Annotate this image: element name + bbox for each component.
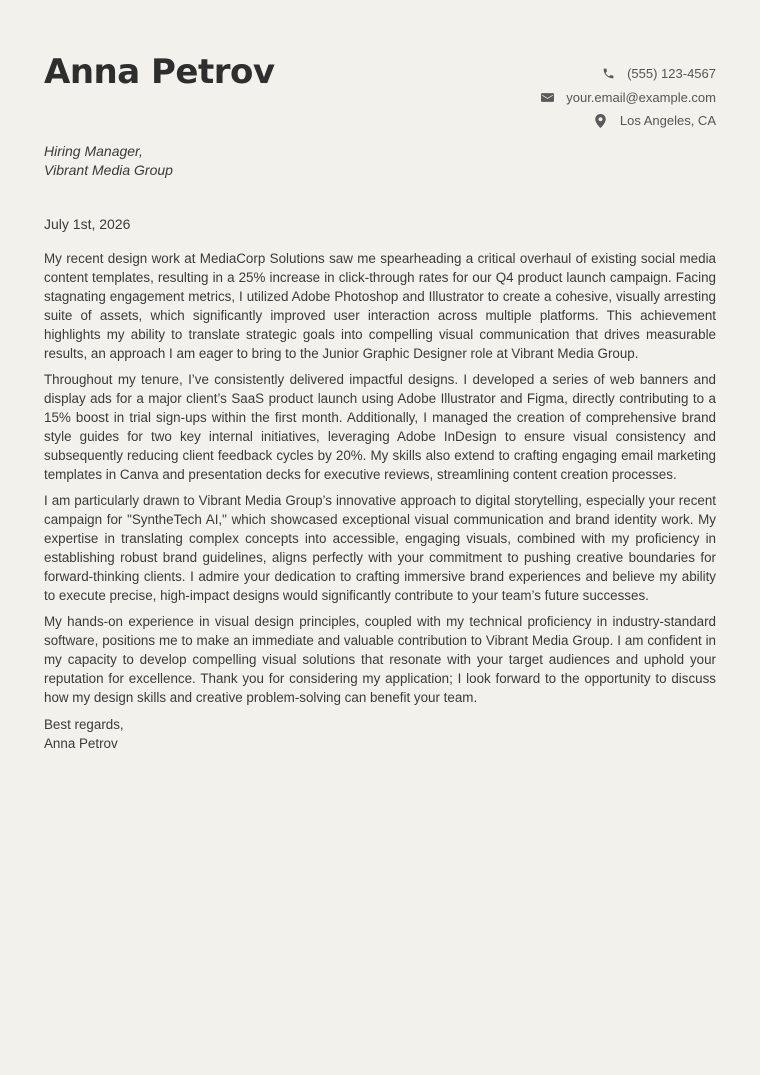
recipient-company: Vibrant Media Group: [44, 162, 173, 178]
envelope-icon: [540, 90, 554, 104]
letter-date: July 1st, 2026: [44, 216, 131, 232]
contact-location: [540, 109, 716, 133]
body-paragraph-1: My recent design work at MediaCorp Solutions saw me spearheading a critical overhaul of existing social media content templates, resulting in a 25% increase in click-through rates for our Q4 product launch campaign. Facing stagnating engagement metrics, I utilized Adobe Photoshop and Illustrator to create a cohesive, visually arresting suite of assets, which significantly improved user interaction across multiple platforms. This achievement highlights my ability to translate strategic goals into compelling visual communication that drives measurable results, an approach I am eager to bring to the Junior Graphic Designer role at Vibrant Media Group.: [44, 251, 716, 361]
map-pin-icon: [594, 114, 608, 128]
phone-text[interactable]: (555) 123-4567: [627, 66, 716, 82]
closing-salutation: Best regards,: [44, 717, 124, 732]
body-paragraph-2: Throughout my tenure, I’ve consistently delivered impactful designs. I developed a series of web banners and display ads for a major client’s SaaS product launch using Adobe Illustrator and Figma, directly contributing to a 15% boost in trial sign-ups within the first month. Additionally, I managed the creation of comprehensive brand style guides for two key internal initiatives, leveraging Adobe InDesign to ensure visual consistency and subsequently reducing client feedback cycles by 20%. My skills also extend to crafting engaging email marketing templates in Canva and presentation decks for executive reviews, streamlining content creation processes.: [44, 372, 716, 482]
recipient-title: Hiring Manager,: [44, 143, 143, 159]
contact-phone: [540, 62, 716, 86]
applicant-name: Anna Petrov: [44, 52, 275, 92]
letter-header: [44, 50, 716, 142]
letter-body: [44, 249, 716, 707]
recipient-block: [44, 142, 716, 180]
location-text: Los Angeles, CA: [619, 113, 716, 129]
phone-icon: [601, 67, 615, 81]
body-paragraph-4: My hands-on experience in visual design principles, coupled with my technical proficiency in industry-standard software, positions me to make an immediate and valuable contribution to Vibrant Media Group. I am confident in my capacity to develop compelling visual solutions that resonate with your target audiences and uphold your reputation for excellence. Thank you for considering my application; I look forward to the opportunity to discuss how my design skills and creative problem-solving can benefit your team.: [44, 614, 716, 705]
body-paragraph-3: I am particularly drawn to Vibrant Media Group’s innovative approach to digital storytelling, especially your recent campaign for "SyntheTech AI," which showcased exceptional visual communication and brand identity work. My expertise in translating complex concepts into accessible, engaging visuals, combined with my proficiency in establishing robust brand guidelines, aligns perfectly with your commitment to pushing creative boundaries for forward-thinking clients. I admire your dedication to crafting immersive brand experiences and believe my ability to execute precise, high-impact designs would significantly contribute to your team’s future successes.: [44, 493, 716, 603]
closing-signature: Anna Petrov: [44, 736, 118, 751]
closing-block: [44, 715, 716, 753]
contact-block: [540, 62, 716, 133]
contact-email: [540, 86, 716, 110]
email-text[interactable]: your.email@example.com: [566, 89, 716, 105]
